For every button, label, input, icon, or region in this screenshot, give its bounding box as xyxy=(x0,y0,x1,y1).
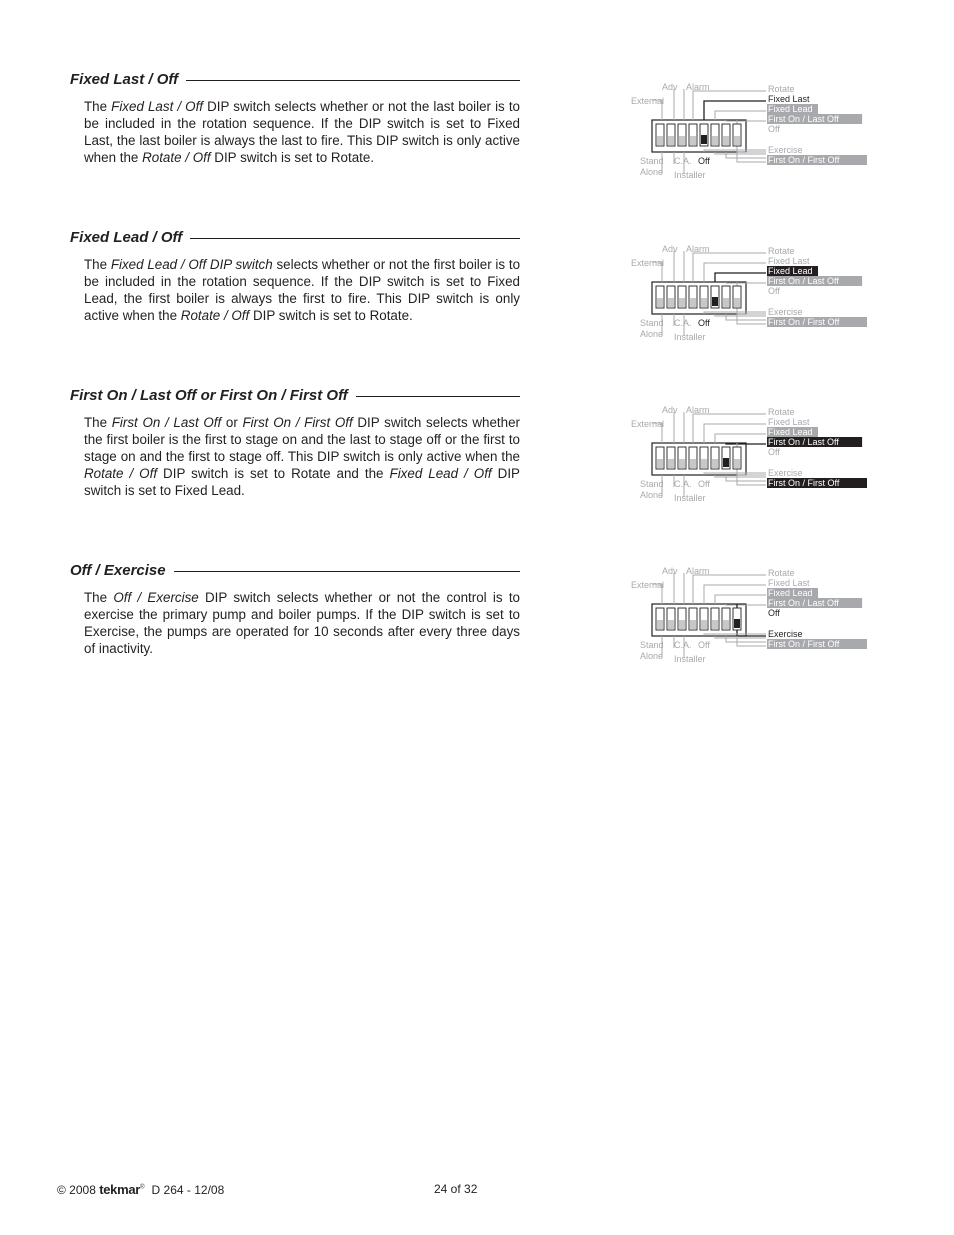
section-body xyxy=(84,589,520,657)
label-fixed-lead xyxy=(767,588,818,598)
label-fixed-last xyxy=(768,256,810,266)
label-alone xyxy=(640,329,663,339)
body-text-run: DIP switch is set to Rotate. xyxy=(249,308,413,323)
label-text: Exercise xyxy=(768,629,803,639)
dip-switch-diagram-3 xyxy=(626,405,856,509)
label-off xyxy=(768,286,780,296)
label-first-on-first-off xyxy=(767,478,867,488)
body-text-run: DIP switch selects whether the first boiler is the first to stage on and the last to stage off or the first to stage on and the first to stage off. This DIP switch is only active when the xyxy=(84,415,520,464)
label-fixed-last xyxy=(768,578,810,588)
dip-switch-toggle xyxy=(690,136,696,145)
label-text: Fixed Last xyxy=(768,417,810,427)
dip-switch-toggle xyxy=(723,298,729,307)
label-installer xyxy=(674,332,706,342)
dip-switch-toggle xyxy=(657,298,663,307)
body-text-run: Off / Exercise xyxy=(113,590,199,605)
label-fixed-lead xyxy=(767,427,818,437)
label-exercise xyxy=(768,629,803,639)
label-text: Off xyxy=(698,318,710,328)
label-first-on-first-off xyxy=(767,317,867,327)
label-ca xyxy=(674,318,692,328)
leader-line-right xyxy=(715,434,766,443)
brand-logo xyxy=(99,1182,144,1197)
label-text: C.A. xyxy=(674,318,692,328)
label-text: First On / First Off xyxy=(768,639,840,649)
label-text: Installer xyxy=(674,332,706,342)
label-alarm xyxy=(686,244,710,254)
label-text: Alarm xyxy=(686,82,710,92)
label-first-on-last-off xyxy=(767,114,862,124)
dip-switch-toggle xyxy=(734,619,740,628)
label-text: Exercise xyxy=(768,468,803,478)
leader-line-bottom xyxy=(726,314,766,320)
label-text: Off xyxy=(768,286,780,296)
label-text: Fixed Last xyxy=(768,94,810,104)
label-external xyxy=(631,258,664,268)
label-text: Adv xyxy=(662,405,678,415)
dip-switch-toggle xyxy=(712,136,718,145)
label-text: Alone xyxy=(640,329,664,339)
label-text: Off xyxy=(698,479,710,489)
label-fixed-lead xyxy=(767,266,818,276)
dip-switch-toggle xyxy=(690,620,696,629)
section-body xyxy=(84,414,520,499)
label-off-bottom xyxy=(698,479,710,489)
label-ca xyxy=(674,640,692,650)
label-text: Rotate xyxy=(768,246,795,256)
section-title: First On / Last Off or First On / First Off xyxy=(70,387,356,404)
label-ca xyxy=(674,156,692,166)
label-first-on-last-off xyxy=(767,598,862,608)
section-title: Fixed Lead / Off xyxy=(70,229,190,246)
label-off-bottom xyxy=(698,318,710,328)
label-text: Off xyxy=(768,124,780,134)
dip-switch-toggle xyxy=(668,298,674,307)
dip-switch-diagram-2 xyxy=(626,244,856,348)
body-text-run: Fixed Last / Off xyxy=(111,99,204,114)
label-text: Fixed Last xyxy=(768,256,810,266)
body-text-run: The xyxy=(84,415,112,430)
body-text-run: The xyxy=(84,590,114,605)
label-stand xyxy=(640,479,664,489)
label-text: Adv xyxy=(662,566,678,576)
label-text: First On / Last Off xyxy=(768,114,839,124)
label-first-on-first-off xyxy=(767,639,867,649)
label-text: Alarm xyxy=(686,405,710,415)
label-first-on-last-off xyxy=(767,437,862,447)
label-text: First On / Last Off xyxy=(768,598,839,608)
dip-switch-toggle xyxy=(701,620,707,629)
label-alone xyxy=(640,651,663,661)
label-text: Off xyxy=(698,640,710,650)
section-heading-row xyxy=(70,562,520,580)
label-off-bottom xyxy=(698,640,710,650)
dip-switch-toggle xyxy=(679,620,685,629)
body-text-run: or xyxy=(221,415,243,430)
label-fixed-last xyxy=(768,94,810,104)
leader-line-bottom xyxy=(726,152,766,158)
dip-switch-toggle xyxy=(701,459,707,468)
body-text-run: DIP switch is set to Fixed Lead. xyxy=(84,466,520,498)
section-exercise xyxy=(70,562,520,657)
label-text: Off xyxy=(768,447,780,457)
label-text: Adv xyxy=(662,244,678,254)
label-alone xyxy=(640,167,663,177)
label-installer xyxy=(674,170,706,180)
section-fixed-last xyxy=(70,71,520,166)
label-text: Alone xyxy=(640,167,664,177)
label-text: Rotate xyxy=(768,568,795,578)
dip-switch-toggle xyxy=(679,136,685,145)
label-off xyxy=(768,447,780,457)
label-alarm xyxy=(686,405,710,415)
dip-switch-housing xyxy=(652,120,746,152)
label-text: Installer xyxy=(674,170,706,180)
label-first-on-first-off xyxy=(767,155,867,165)
label-text: Off xyxy=(768,608,780,618)
label-text: Fixed Lead xyxy=(768,104,813,114)
label-text: Alone xyxy=(640,651,664,661)
label-text: Stand xyxy=(640,479,664,489)
label-text: Fixed Lead xyxy=(768,427,813,437)
label-text: First On / First Off xyxy=(768,478,840,488)
body-text-run: Fixed Lead / Off DIP switch xyxy=(110,257,273,272)
label-text: First On / First Off xyxy=(768,155,840,165)
section-body xyxy=(84,98,520,166)
label-off xyxy=(768,608,780,618)
body-text-run: DIP switch is set to Rotate and the xyxy=(157,466,390,481)
label-text: Fixed Last xyxy=(768,578,810,588)
body-text-run: The xyxy=(84,257,111,272)
dip-switch-toggle xyxy=(712,459,718,468)
label-text: Fixed Lead xyxy=(768,266,813,276)
label-alone xyxy=(640,490,663,500)
section-title: Off / Exercise xyxy=(70,562,174,579)
label-text: Stand xyxy=(640,156,664,166)
section-heading-row xyxy=(70,71,520,89)
label-text: Rotate xyxy=(768,84,795,94)
label-text: Alarm xyxy=(686,244,710,254)
dip-switch-toggle xyxy=(668,136,674,145)
label-text: External xyxy=(631,258,665,268)
label-ca xyxy=(674,479,692,489)
body-text-run: First On / Last Off xyxy=(111,415,222,430)
dip-switch-toggle xyxy=(734,136,740,145)
leader-line-right xyxy=(715,595,766,604)
label-exercise xyxy=(768,307,803,317)
label-text: Stand xyxy=(640,318,664,328)
section-fixed-lead xyxy=(70,229,520,324)
dip-switch-toggle xyxy=(701,298,707,307)
label-rotate xyxy=(768,407,795,417)
label-exercise xyxy=(768,145,803,155)
label-installer xyxy=(674,654,706,664)
leader-line-right xyxy=(715,111,766,120)
section-first-on xyxy=(70,387,520,499)
section-heading-row xyxy=(70,387,520,405)
label-text: Adv xyxy=(662,82,678,92)
body-text-run: First On / First Off xyxy=(242,415,353,430)
label-text: External xyxy=(631,96,665,106)
dip-switch-diagram-4 xyxy=(626,566,856,670)
label-text: Stand xyxy=(640,640,664,650)
body-text-run: Fixed Lead / Off xyxy=(389,466,492,481)
dip-switch-toggle xyxy=(723,458,729,467)
label-external xyxy=(631,96,664,106)
label-text: Installer xyxy=(674,493,706,503)
section-heading-row xyxy=(70,229,520,247)
label-text: Exercise xyxy=(768,307,803,317)
page-number: 24 of 32 xyxy=(434,1182,478,1196)
label-stand xyxy=(640,318,664,328)
label-rotate xyxy=(768,568,795,578)
dip-switch-housing xyxy=(652,282,746,314)
body-text-run: Rotate / Off xyxy=(84,466,158,481)
dip-switch-toggle xyxy=(657,136,663,145)
dip-switch-toggle xyxy=(679,298,685,307)
label-text: First On / First Off xyxy=(768,317,840,327)
label-text: External xyxy=(631,580,665,590)
body-text-run: The xyxy=(84,99,112,114)
label-fixed-last xyxy=(768,417,810,427)
label-off xyxy=(768,124,780,134)
dip-switch-toggle xyxy=(657,459,663,468)
label-rotate xyxy=(768,246,795,256)
dip-switch-housing xyxy=(652,443,746,475)
section-body xyxy=(84,256,520,324)
label-alarm xyxy=(686,566,710,576)
label-text: External xyxy=(631,419,665,429)
label-text: Fixed Lead xyxy=(768,588,813,598)
dip-switch-toggle xyxy=(734,298,740,307)
body-text-run: DIP switch selects whether or not the control is to exercise the primary pump and boiler pumps. If the DIP switch is set to Exercise, the pumps are operated for 10 seconds after every three days of inactivity. xyxy=(84,590,520,656)
label-exercise xyxy=(768,468,803,478)
label-text: C.A. xyxy=(674,479,692,489)
label-adv xyxy=(662,405,678,415)
dip-switch-toggle xyxy=(690,459,696,468)
body-text-run: Rotate / Off xyxy=(142,150,211,165)
label-stand xyxy=(640,156,664,166)
copyright-text: © 2008 xyxy=(57,1183,96,1197)
label-text: Alarm xyxy=(686,566,710,576)
label-first-on-last-off xyxy=(767,276,862,286)
dip-switch-toggle xyxy=(712,620,718,629)
label-text: Exercise xyxy=(768,145,803,155)
body-text-run: Rotate / Off xyxy=(180,308,250,323)
label-rotate xyxy=(768,84,795,94)
dip-switch-toggle xyxy=(690,298,696,307)
label-external xyxy=(631,580,664,590)
label-adv xyxy=(662,82,678,92)
body-text-run: selects whether or not the first boiler is to be included in the rotation sequence. If the DIP switch is set to Fixed Lead, the first boiler is always the first to fire. This DIP switch is only active when the xyxy=(84,257,521,323)
dip-switch-toggle xyxy=(679,459,685,468)
label-text: Rotate xyxy=(768,407,795,417)
body-text-run: DIP switch is set to Rotate. xyxy=(210,150,375,165)
dip-switch-toggle xyxy=(701,135,707,144)
dip-switch-toggle xyxy=(668,459,674,468)
body-text-run: DIP switch selects whether or not the last boiler is to be included in the rotation sequence. If the DIP switch is set to Fixed Last, the last boiler is always the last to fire. This DIP switch is only active when the xyxy=(84,99,520,165)
footer-copyright xyxy=(57,1182,224,1197)
dip-switch-toggle xyxy=(657,620,663,629)
dip-switch-toggle xyxy=(668,620,674,629)
leader-line-right xyxy=(715,273,766,282)
dip-switch-diagram-1 xyxy=(626,82,856,186)
label-adv xyxy=(662,244,678,254)
label-text: C.A. xyxy=(674,156,692,166)
label-text: First On / Last Off xyxy=(768,437,839,447)
label-external xyxy=(631,419,664,429)
leader-line-bottom xyxy=(726,475,766,481)
label-text: First On / Last Off xyxy=(768,276,839,286)
label-stand xyxy=(640,640,664,650)
section-title: Fixed Last / Off xyxy=(70,71,186,88)
registered-mark: ® xyxy=(140,1184,145,1191)
dip-switch-toggle xyxy=(723,136,729,145)
leader-line-bottom xyxy=(726,636,766,642)
label-text: Installer xyxy=(674,654,706,664)
dip-switch-toggle xyxy=(734,459,740,468)
dip-switch-toggle xyxy=(723,620,729,629)
label-text: Off xyxy=(698,156,710,166)
label-installer xyxy=(674,493,706,503)
label-adv xyxy=(662,566,678,576)
label-fixed-lead xyxy=(767,104,818,114)
brand-name: tekmar xyxy=(99,1182,141,1197)
label-off-bottom xyxy=(698,156,710,166)
document-code: D 264 - 12/08 xyxy=(151,1183,225,1197)
dip-switch-housing xyxy=(652,604,746,636)
label-text: Alone xyxy=(640,490,664,500)
label-alarm xyxy=(686,82,710,92)
dip-switch-toggle xyxy=(712,297,718,306)
label-text: C.A. xyxy=(674,640,692,650)
